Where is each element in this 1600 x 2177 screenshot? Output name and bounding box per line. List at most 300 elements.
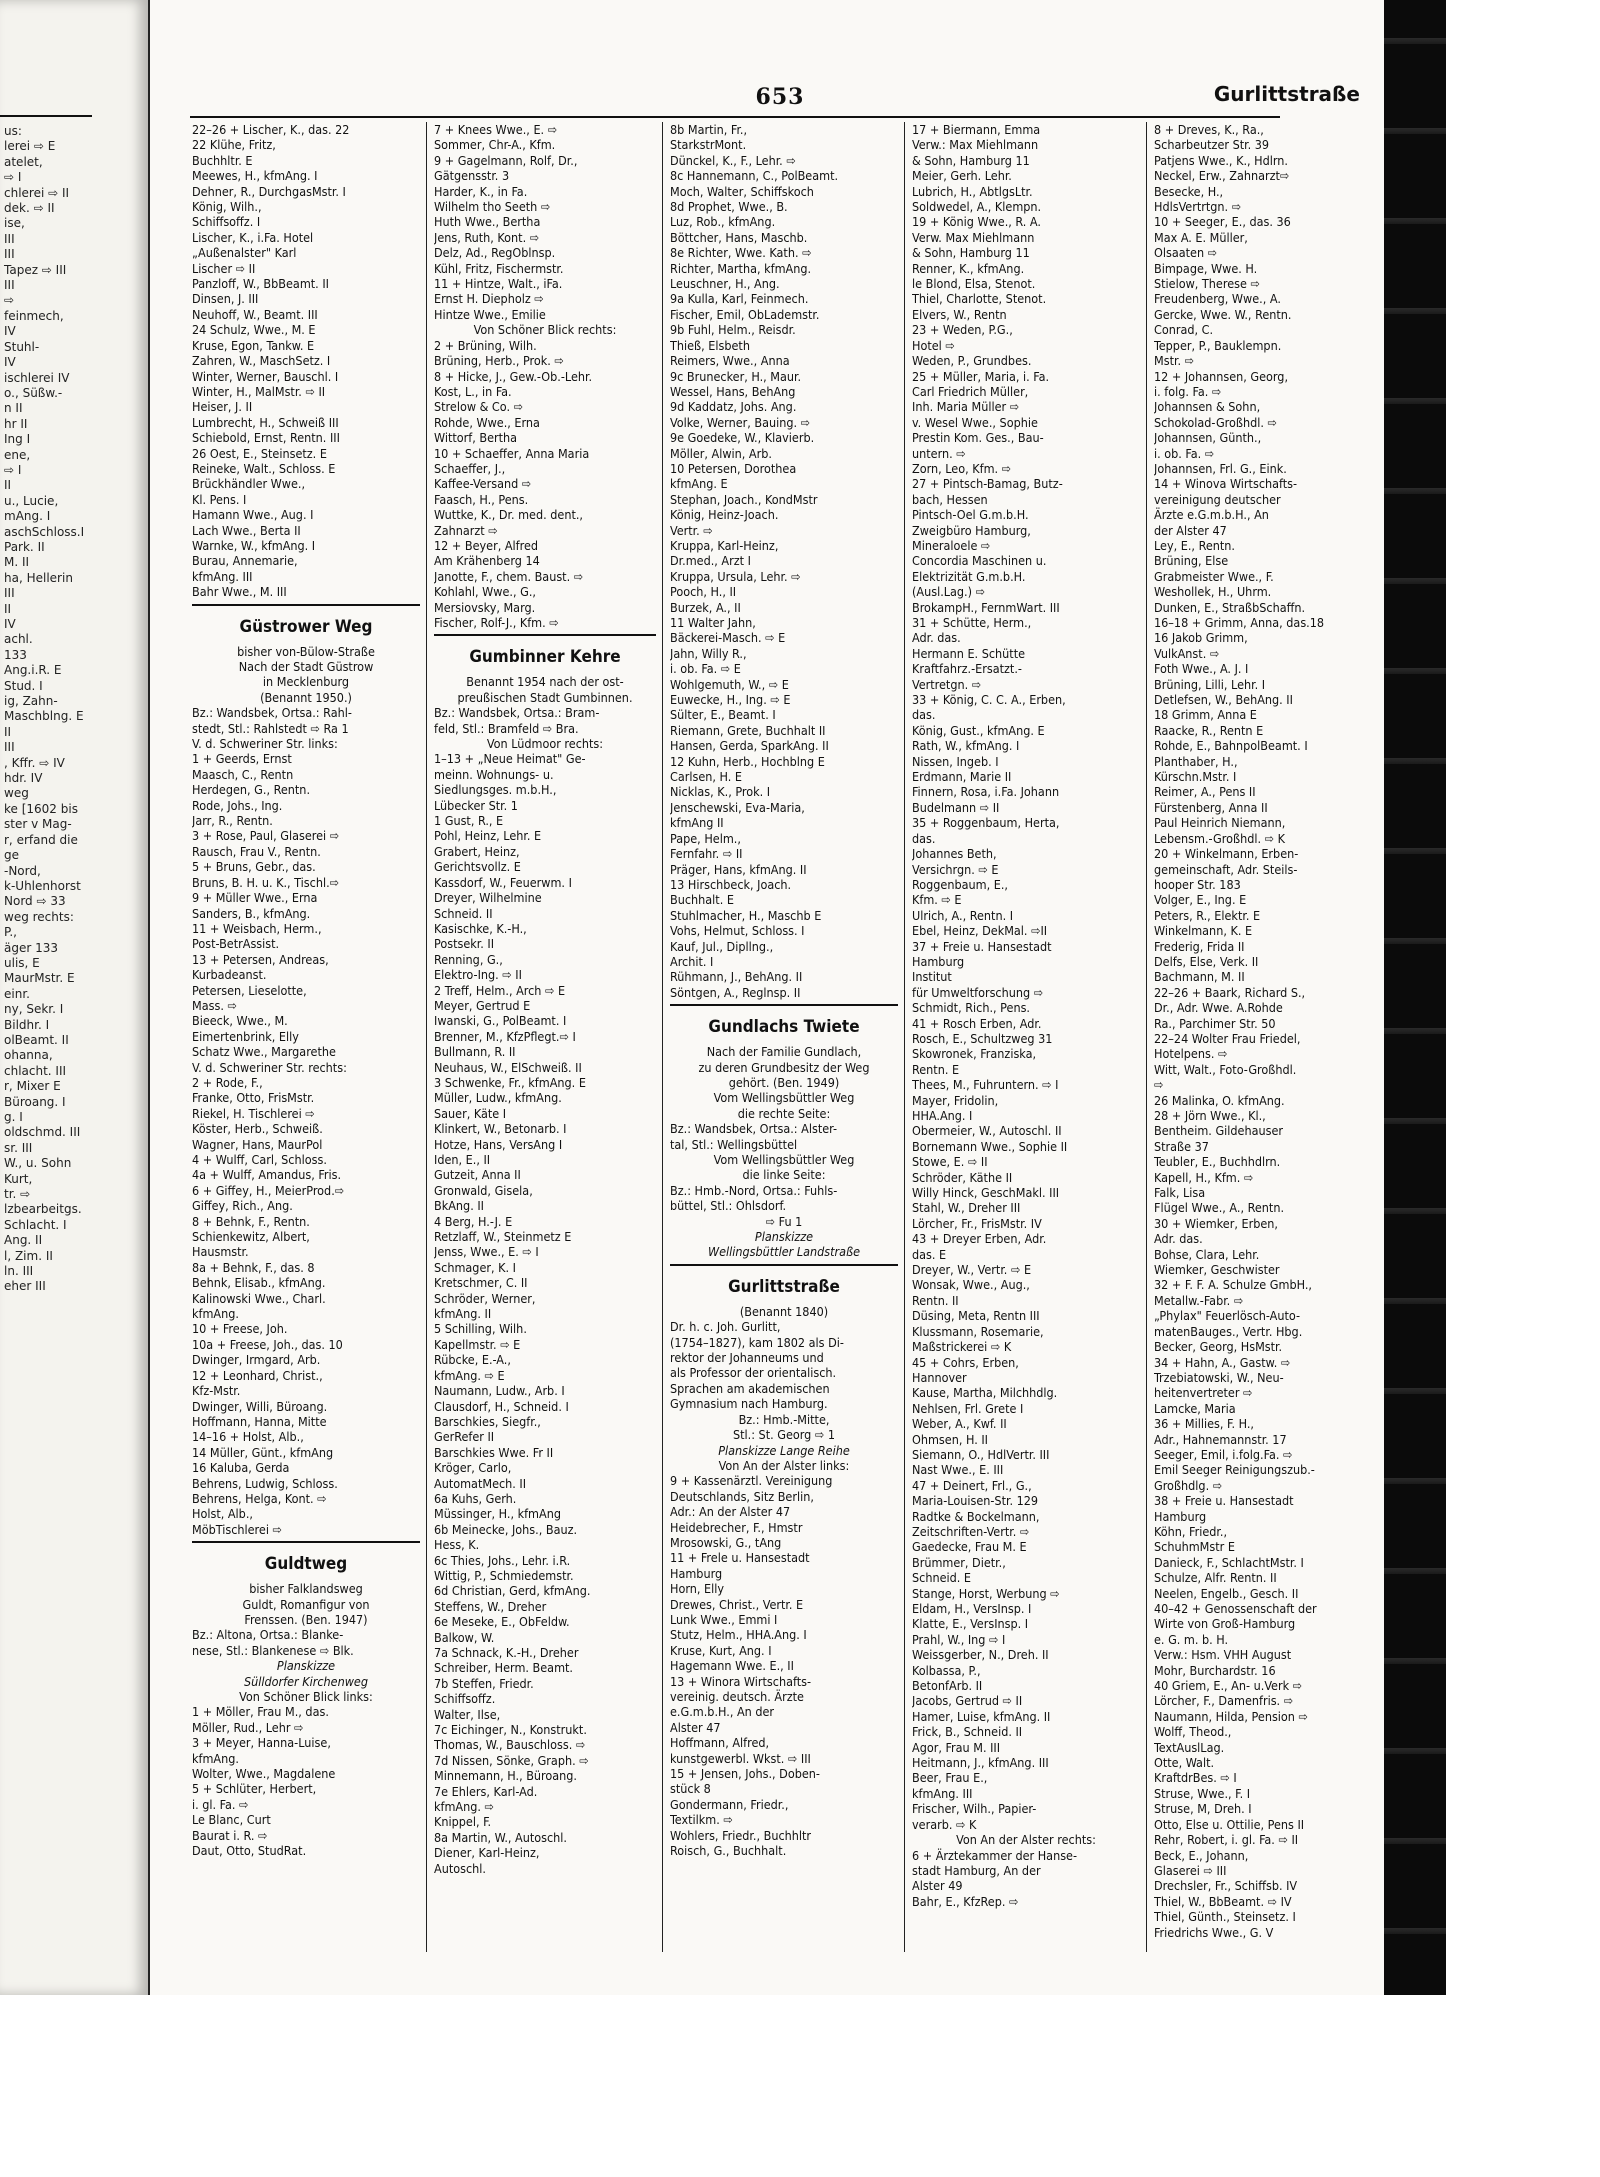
directory-entry: Alster 47 — [670, 1719, 721, 1735]
directory-entry: 8a + Behnk, F., das. 8 — [192, 1259, 315, 1275]
directory-entry: Drewes, Christ., Vertr. E — [670, 1596, 804, 1612]
directory-entry: Franke, Otto, FrisMstr. — [192, 1090, 315, 1106]
directory-entry: (Ausl.Lag.) ⇨ — [912, 584, 986, 600]
street-info-line: Guldt, Romanfigur von — [242, 1596, 370, 1612]
directory-entry: Alster 49 — [912, 1878, 963, 1894]
left-fragment-line: II — [4, 478, 12, 493]
directory-entry: Euwecke, H., Ing. ⇨ E — [670, 692, 791, 708]
directory-entry: 1 + Möller, Frau M., das. — [192, 1704, 329, 1720]
directory-entry: Metallw.-Fabr. ⇨ — [1154, 1292, 1244, 1308]
directory-entry: 14 + Winova Wirtschafts- — [1154, 476, 1298, 492]
directory-entry: Skowronek, Franziska, — [912, 1046, 1037, 1062]
directory-entry: Finnern, Rosa, i.Fa. Johann — [912, 784, 1060, 800]
left-fragment-line: ene, — [4, 447, 31, 462]
directory-entry: 6b Meinecke, Johs., Bauz. — [434, 1521, 578, 1537]
left-fragment-line: us: — [4, 124, 22, 138]
left-fragment-line: III — [4, 586, 15, 601]
directory-entry: Heidebrecher, F., Hmstr — [670, 1519, 803, 1535]
directory-entry: Foth Wwe., A. J. I — [1154, 661, 1249, 677]
street-info-line: Nach der Stadt Güstrow — [238, 659, 374, 674]
margin-background — [1446, 0, 1600, 1995]
directory-entry: Ebel, Heinz, DekMal. ⇨II — [912, 923, 1048, 939]
directory-entry: 5 + Schlüter, Herbert, — [192, 1781, 317, 1797]
directory-entry: 15 + Jensen, Johs., Doben- — [670, 1766, 820, 1782]
directory-entry: hooper Str. 183 — [1154, 876, 1241, 892]
directory-entry: Johannsen, Frl. G., Eink. — [1154, 460, 1287, 476]
directory-entry: 10 + Schaeffer, Anna Maria — [434, 445, 590, 461]
directory-entry: Roisch, G., Buchhalt. — [670, 1843, 787, 1859]
directory-entry: Luz, Rob., kfmAng. — [670, 214, 776, 230]
directory-entry: 18 Grimm, Anna E — [1154, 707, 1257, 723]
directory-entry: Tepper, P., Bauklempn. — [1154, 337, 1282, 353]
directory-entry: 8 + Hicke, J., Gew.-Ob.-Lehr. — [434, 368, 593, 384]
directory-entry: Seeger, Emil, i.folg.Fa. ⇨ — [1154, 1446, 1293, 1462]
directory-entry: 9a Kulla, Karl, Feinmech. — [670, 291, 809, 307]
directory-entry: Kapellmstr. ⇨ E — [434, 1336, 521, 1352]
directory-entry: Beer, Frau E., — [912, 1770, 988, 1786]
left-fragment-line: oldschmd. III — [4, 1125, 81, 1140]
directory-entry: Reineke, Walt., Schloss. E — [192, 460, 336, 476]
directory-entry: Retzlaff, W., Steinmetz E — [434, 1229, 572, 1245]
left-fragment-line: Nord ⇨ 33 — [4, 894, 66, 909]
directory-entry: Brüning, Herb., Prok. ⇨ — [434, 353, 564, 369]
directory-entry: Delfs, Else, Verk. II — [1154, 953, 1259, 969]
directory-entry: Nicklas, K., Prok. I — [670, 784, 771, 800]
street-info-line: in Mecklenburg — [262, 674, 350, 690]
directory-entry: Siedlungsges. m.b.H., — [434, 782, 557, 798]
directory-entry: Kruppa, Ursula, Lehr. ⇨ — [670, 568, 801, 584]
directory-entry: Gaedecke, Frau M. E — [912, 1539, 1027, 1555]
directory-entry: Bahr, E., KfzRep. ⇨ — [912, 1893, 1019, 1909]
directory-entry: Mrosowski, G., tAng — [670, 1534, 782, 1550]
directory-entry: das. E — [912, 1246, 947, 1262]
directory-entry: Kröger, Carlo, — [434, 1460, 512, 1476]
left-fragment-line: Kurt, — [4, 1171, 33, 1186]
directory-entry: Thiel, Charlotte, Stenot. — [912, 291, 1047, 307]
plan-sketch-note: Planskizze — [754, 1229, 814, 1245]
directory-entry: Wirte von Groß-Hamburg — [1154, 1616, 1296, 1632]
directory-entry: Sauer, Käte I — [434, 1105, 507, 1121]
directory-entry: Kassdorf, W., Feuerwm. I — [434, 874, 572, 890]
left-fragment-line: feinmech, — [4, 308, 64, 323]
street-info-line: Von An der Alster rechts: — [956, 1832, 1096, 1848]
directory-entry: 16–18 + Grimm, Anna, das.18 — [1154, 615, 1325, 630]
directory-entry: 47 + Deinert, Frl., G., — [912, 1477, 1032, 1493]
directory-entry: Carl Friedrich Müller, — [912, 383, 1029, 399]
directory-entry: Janotte, F., chem. Baust. ⇨ — [434, 568, 584, 584]
directory-entry: Wagner, Hans, MaurPol — [192, 1136, 323, 1152]
directory-entry: Brenner, M., KfzPflegt.⇨ I — [434, 1028, 576, 1044]
directory-entry: Strelow & Co. ⇨ — [434, 399, 524, 415]
left-fragment-line: n II — [4, 401, 23, 416]
directory-entry: i. ob. Fa. ⇨ — [1154, 445, 1215, 461]
directory-entry: 7a Schnack, K.-H., Dreher — [434, 1645, 579, 1660]
directory-entry: kfmAng. E — [670, 476, 728, 492]
left-fragment-line: ln. III — [4, 1264, 34, 1279]
directory-entry: Becker, Georg, HsMstr. — [1154, 1339, 1283, 1355]
directory-entry: Walter, Ilse, — [434, 1706, 501, 1722]
left-fragment-line: MaurMstr. E — [4, 971, 75, 986]
directory-entry: König, Gust., kfmAng. E — [912, 722, 1045, 738]
directory-entry: Bornemann Wwe., Sophie II — [912, 1138, 1068, 1154]
directory-entry: 22–26 + Baark, Richard S., — [1154, 984, 1306, 1000]
directory-entry: Sülter, E., Beamt. I — [670, 707, 776, 723]
right-page — [150, 0, 1446, 1995]
street-info-line: die linke Seite: — [742, 1167, 826, 1183]
directory-entry: 45 + Cohrs, Erben, — [912, 1354, 1019, 1370]
left-fragment-line: ny, Sekr. I — [4, 1002, 64, 1017]
directory-entry: Behrens, Helga, Kont. ⇨ — [192, 1490, 327, 1506]
directory-entry: Stielow, Therese ⇨ — [1154, 276, 1260, 292]
directory-entry: Elektro-Ing. ⇨ II — [434, 967, 522, 983]
directory-entry: Zeitschriften-Vertr. ⇨ — [912, 1523, 1030, 1539]
directory-entry: Riekel, H. Tischlerei ⇨ — [192, 1105, 315, 1121]
directory-entry: 5 Schilling, Wilh. — [434, 1321, 527, 1337]
directory-entry: feld, Stl.: Bramfeld ⇨ Bra. — [434, 720, 579, 736]
directory-entry: Falk, Lisa — [1154, 1185, 1206, 1201]
directory-entry: der Alster 47 — [1154, 522, 1227, 538]
directory-entry: 27 + Pintsch-Bamag, Butz- — [912, 476, 1063, 492]
directory-entry: Hagemann Wwe. E., II — [670, 1658, 794, 1674]
directory-entry: 6a Kuhs, Gerh. — [434, 1490, 517, 1506]
directory-entry: Mineraloele ⇨ — [912, 537, 991, 553]
directory-entry: 16 Kaluba, Gerda — [192, 1460, 290, 1476]
directory-entry: 30 + Wiemker, Erben, — [1154, 1215, 1278, 1231]
directory-entry: le Blond, Elsa, Stenot. — [912, 276, 1036, 292]
directory-entry: TextAuslLag. — [1154, 1739, 1225, 1755]
directory-entry: Burau, Annemarie, — [192, 553, 298, 569]
left-page-fragment — [0, 0, 150, 1995]
directory-entry: Klinkert, W., Betonarb. I — [434, 1121, 567, 1137]
directory-entry: Eldam, H., VersInsp. I — [912, 1601, 1032, 1616]
street-section-rule — [670, 1264, 898, 1266]
left-fragment-line: IV — [4, 617, 16, 631]
directory-entry: Schreiber, Herm. Beamt. — [434, 1660, 574, 1676]
directory-entry: BrokampH., FernmWart. III — [912, 599, 1060, 615]
directory-entry: Dreyer, W., Vertr. ⇨ E — [912, 1262, 1032, 1278]
directory-entry: Wolter, Wwe., Magdalene — [192, 1766, 336, 1782]
left-fragment-line: Stuhl- — [4, 339, 40, 354]
left-fragment-line: P., — [4, 925, 17, 940]
directory-entry: StarkstrMont. — [670, 137, 747, 153]
directory-entry: v. Wesel Wwe., Sophie — [912, 414, 1038, 430]
directory-entry: Schienkewitz, Albert, — [192, 1229, 310, 1245]
directory-entry: Dünckel, K., F., Lehr. ⇨ — [670, 152, 796, 168]
directory-entry: Richter, Martha, kfmAng. — [670, 260, 812, 276]
left-fragment-line: o., Süßw.- — [4, 385, 63, 400]
directory-entry: Pooch, H., II — [670, 584, 737, 600]
directory-entry: kfmAng. — [192, 1750, 239, 1766]
directory-entry: 31 + Schütte, Herm., — [912, 615, 1032, 630]
directory-entry: kfmAng. III — [912, 1785, 973, 1801]
street-section-rule — [192, 604, 420, 606]
directory-entry: Kause, Martha, Milchhdlg. — [912, 1385, 1058, 1401]
directory-entry: Glaserei ⇨ III — [1154, 1862, 1227, 1878]
directory-entry: Delz, Ad., RegOblnsp. — [434, 245, 556, 261]
directory-entry: 3 + Meyer, Hanna-Luise, — [192, 1735, 331, 1751]
directory-entry: Iden, E., II — [434, 1152, 491, 1167]
directory-entry: Thees, M., Fuhruntern. ⇨ I — [912, 1077, 1059, 1093]
directory-entry: Kapell, H., Kfm. ⇨ — [1154, 1169, 1254, 1185]
directory-entry: Beck, E., Johann, — [1154, 1847, 1249, 1863]
directory-entry: Ra., Parchimer Str. 50 — [1154, 1015, 1276, 1031]
street-heading: Gurlittstraße — [728, 1276, 840, 1297]
directory-entry: Am Krähenberg 14 — [434, 553, 540, 569]
directory-entry: Brüning, Else — [1154, 553, 1229, 569]
directory-entry: Verw.: Max Miehlmann — [912, 137, 1039, 153]
directory-entry: Maria-Louisen-Str. 129 — [912, 1493, 1039, 1509]
street-info-line: Von Schöner Blick links: — [239, 1689, 373, 1704]
directory-entry: Gercke, Wwe. W., Rentn. — [1154, 306, 1292, 322]
directory-entry: Zorn, Leo, Kfm. ⇨ — [912, 460, 1012, 476]
directory-entry: 1 + Geerds, Ernst — [192, 751, 292, 767]
directory-entry: Schmidt, Rich., Pens. — [912, 1000, 1030, 1016]
directory-entry: Kurbadeanst. — [192, 967, 267, 983]
directory-entry: Ernst H. Diepholz ⇨ — [434, 291, 544, 307]
directory-entry: Bachmann, M. II — [1154, 969, 1245, 985]
directory-entry: Kruppa, Karl-Heinz, — [670, 537, 779, 553]
left-fragment-line: g. I — [4, 1110, 23, 1124]
directory-entry: Rohde, E., BahnpolBeamt. I — [1154, 738, 1308, 754]
directory-entry: Jarr, R., Rentn. — [192, 813, 273, 829]
directory-entry: Petersen, Lieselotte, — [192, 982, 307, 998]
directory-entry: 38 + Freie u. Hansestadt — [1154, 1493, 1294, 1509]
directory-entry: 3 Schwenke, Fr., kfmAng. E — [434, 1074, 586, 1090]
directory-entry: 28 + Jörn Wwe., Kl., — [1154, 1108, 1266, 1123]
directory-entry: Meyer, Gertrud E — [434, 997, 531, 1013]
directory-entry: Weden, P., Grundbes. — [912, 353, 1032, 369]
directory-entry: Lörcher, F., Damenfris. ⇨ — [1154, 1693, 1294, 1709]
left-fragment-line: aschSchloss.I — [4, 524, 85, 539]
directory-entry: Obermeier, W., Autoschl. II — [912, 1123, 1062, 1139]
directory-entry: Rath, W., kfmAng. I — [912, 738, 1020, 754]
directory-entry: Knippel, F. — [434, 1814, 492, 1830]
directory-entry: 4a + Wulff, Amandus, Fris. — [192, 1167, 342, 1183]
directory-entry: V. d. Schweriner Str. links: — [192, 736, 338, 752]
column-divider — [904, 122, 905, 1952]
directory-entry: Diener, Karl-Heinz, — [434, 1845, 540, 1861]
directory-entry: Riemann, Grete, Buchhalt II — [670, 722, 826, 738]
directory-entry: 35 + Roggenbaum, Herta, — [912, 815, 1060, 831]
street-heading: Guldtweg — [264, 1554, 348, 1575]
plan-sketch-note: Planskizze — [276, 1658, 336, 1674]
directory-entry: Warnke, W., kfmAng. I — [192, 537, 316, 553]
directory-entry: Patjens Wwe., K., Hdlrn. — [1154, 152, 1288, 168]
directory-entry: 12 Kuhn, Herb., Hochblng E — [670, 753, 825, 769]
left-fragment-line: achl. — [4, 632, 33, 647]
directory-entry: Straße 37 — [1154, 1138, 1209, 1154]
directory-entry: Heiser, J. II — [192, 399, 253, 415]
directory-entry: Versichrgn. ⇨ E — [912, 861, 999, 877]
directory-entry: stedt, Stl.: Rahlstedt ⇨ Ra 1 — [192, 720, 349, 736]
street-info-line: gehört. (Ben. 1949) — [728, 1074, 840, 1090]
directory-entry: HdlsVertrtgn. ⇨ — [1154, 199, 1242, 215]
left-fragment-line: III — [4, 278, 15, 293]
street-info-line: bisher von-Bülow-Straße — [237, 643, 375, 659]
directory-entry: Stutz, Helm., HHA.Ang. I — [670, 1627, 807, 1643]
directory-entry: König, Heinz-Joach. — [670, 507, 779, 523]
left-fragment-line: ster v Mag- — [4, 817, 72, 832]
directory-entry: Schiebold, Ernst, Rentn. III — [192, 430, 340, 446]
page-edge-shadow — [1384, 0, 1446, 1995]
directory-entry: Hotelpens. ⇨ — [1154, 1046, 1228, 1062]
directory-entry: Dehner, R., DurchgasMstr. I — [192, 183, 346, 199]
directory-entry: Bz.: Hmb.-Nord, Ortsa.: Fuhls- — [670, 1182, 838, 1198]
street-info-line: bisher Falklandsweg — [249, 1581, 363, 1597]
directory-entry: Flügel Wwe., A., Rentn. — [1154, 1200, 1285, 1216]
directory-entry: Rehr, Robert, i. gl. Fa. ⇨ II — [1154, 1832, 1299, 1848]
directory-entry: & Sohn, Hamburg 11 — [912, 152, 1030, 168]
directory-entry: 11 + Hintze, Walt., iFa. — [434, 276, 563, 292]
directory-entry: i. ob. Fa. ⇨ E — [670, 661, 741, 677]
directory-entry: Köster, Herb., Schweiß. — [192, 1121, 323, 1137]
left-fragment-line: r, Mixer E — [4, 1079, 61, 1094]
left-fragment-line: eher III — [4, 1279, 46, 1294]
directory-entry: 12 + Johannsen, Georg, — [1154, 368, 1289, 384]
directory-entry: Archit. I — [670, 953, 714, 969]
directory-entry: Vohs, Helmut, Schloss. I — [670, 923, 805, 939]
directory-entry: Agor, Frau M. III — [912, 1739, 1001, 1755]
directory-entry: tal, Stl.: Wellingsbüttel — [670, 1136, 798, 1152]
left-fragment-line: ha, Hellerin — [4, 570, 73, 585]
directory-entry: Rübcke, E.-A., — [434, 1352, 511, 1368]
directory-entry: Buchhltr. E — [192, 152, 253, 168]
street-info-line: (Benannt 1840) — [739, 1303, 829, 1319]
left-page-text — [4, 124, 144, 1295]
directory-entry: Adr. das. — [912, 630, 961, 646]
directory-entry: Otto, Else u. Ottilie, Pens II — [1154, 1816, 1305, 1832]
directory-entry: i. gl. Fa. ⇨ — [192, 1796, 249, 1812]
left-fragment-line: Ing I — [4, 432, 31, 447]
directory-entry: Präger, Hans, kfmAng. II — [670, 861, 807, 877]
directory-entry: Rentn. II — [912, 1292, 959, 1308]
column-3 — [670, 122, 898, 1952]
left-fragment-line: k-Uhlenhorst — [4, 878, 81, 893]
left-fragment-line: ulis, E — [4, 955, 40, 970]
directory-entry: 6 + Giffey, H., MeierProd.⇨ — [192, 1182, 345, 1198]
directory-entry: Elektrizität G.m.b.H. — [912, 568, 1026, 584]
directory-entry: Schaeffer, J., — [434, 460, 506, 476]
directory-entry: 14 Müller, Günt., kfmAng — [192, 1444, 334, 1460]
directory-entry: Peters, R., Elektr. E — [1154, 907, 1261, 923]
directory-entry: Gronwald, Gisela, — [434, 1182, 533, 1198]
directory-entry: Minnemann, H., Büroang. — [434, 1768, 578, 1784]
directory-entry: 40–42 + Genossenschaft der — [1154, 1601, 1317, 1616]
plan-sketch-note: Sülldorfer Kirchenweg — [244, 1673, 368, 1689]
directory-entry: Brümmer, Dietr., — [912, 1554, 1006, 1570]
left-fragment-line: II — [4, 724, 12, 739]
directory-entry: 13 + Winora Wirtschafts- — [670, 1673, 812, 1689]
directory-entry: kfmAng. II — [434, 1306, 492, 1322]
left-fragment-line: hdr. IV — [4, 771, 43, 786]
left-fragment-line: dek. ⇨ II — [4, 201, 55, 216]
directory-entry: Kfz-Mstr. — [192, 1383, 241, 1399]
left-fragment-line: ohanna, — [4, 1048, 53, 1063]
directory-entry: Lischer ⇨ II — [192, 260, 256, 276]
column-1 — [192, 122, 420, 1952]
left-fragment-line: III — [4, 231, 15, 246]
directory-entry: Baurat i. R. ⇨ — [192, 1827, 268, 1843]
directory-entry: Kühl, Fritz, Fischermstr. — [434, 260, 564, 276]
directory-entry: Mayer, Fridolin, — [912, 1092, 999, 1108]
directory-entry: Roggenbaum, E., — [912, 876, 1008, 892]
directory-entry: Schulze, Alfr. Rentn. II — [1154, 1570, 1277, 1586]
left-fragment-line: tr. ⇨ — [4, 1187, 31, 1202]
directory-entry: 8c Hannemann, C., PolBeamt. — [670, 168, 839, 184]
directory-entry: 8 + Behnk, F., Rentn. — [192, 1213, 310, 1229]
directory-entry: Conrad, C. — [1154, 322, 1214, 338]
directory-entry: Sanders, B., kfmAng. — [192, 905, 311, 921]
directory-entry: Hamer, Luise, kfmAng. II — [912, 1708, 1051, 1724]
directory-entry: 32 + F. F. A. Schulze GmbH., — [1154, 1277, 1312, 1293]
directory-entry: (1754–1827), kam 1802 als Di- — [670, 1334, 844, 1350]
directory-entry: Volger, E., Ing. E — [1154, 892, 1247, 908]
directory-entry: Lischer, K., i.Fa. Hotel — [192, 229, 314, 245]
directory-entry: 13 + Petersen, Andreas, — [192, 951, 329, 967]
directory-entry: Sprachen am akademischen — [670, 1380, 830, 1396]
directory-entry: 3 + Rose, Paul, Glaserei ⇨ — [192, 828, 340, 844]
directory-entry: Böttcher, Hans, Maschb. — [670, 229, 808, 245]
left-fragment-line: IV — [4, 324, 16, 339]
directory-entry: Detlefsen, W., BehAng. II — [1154, 692, 1293, 708]
directory-entry: Hoffmann, Alfred, — [670, 1735, 770, 1751]
directory-entry: gemeinschaft, Adr. Steils- — [1154, 861, 1298, 877]
directory-entry: Stowe, E. ⇨ II — [912, 1154, 988, 1170]
directory-entry: Schiffsoffz. I — [192, 214, 261, 230]
directory-entry: Johannes Beth, — [912, 846, 997, 862]
directory-entry: Hamburg — [670, 1565, 723, 1581]
left-fragment-line: Stud. I — [4, 678, 43, 693]
directory-entry: Kost, L., in Fa. — [434, 383, 512, 399]
directory-entry: BkAng. II — [434, 1198, 484, 1214]
directory-entry: Dr. h. c. Joh. Gurlitt, — [670, 1319, 781, 1335]
directory-entry: das. — [912, 707, 936, 723]
directory-entry: Bahr Wwe., M. III — [192, 584, 287, 600]
directory-entry: Kraftfahrz.-Ersatzt.- — [912, 661, 1022, 677]
directory-entry: 26 Malinka, O. kfmAng. — [1154, 1092, 1285, 1108]
directory-entry: KraftdrBes. ⇨ I — [1154, 1770, 1237, 1786]
directory-entry: Lamcke, Maria — [1154, 1400, 1236, 1416]
directory-entry: Winkelmann, K. E — [1154, 923, 1253, 939]
left-fragment-line: M. II — [4, 555, 30, 570]
directory-entry: Friedrichs Wwe., G. V — [1154, 1924, 1274, 1940]
directory-entry: 7 + Knees Wwe., E. ⇨ — [434, 122, 558, 137]
directory-entry: Elvers, W., Rentn — [912, 306, 1007, 322]
directory-entry: Bz.: Wandsbek, Ortsa.: Bram- — [434, 705, 600, 721]
directory-entry: Iwanski, G., PolBeamt. I — [434, 1013, 567, 1029]
directory-entry: Hermann E. Schütte — [912, 645, 1026, 661]
directory-entry: MöbTischlerei ⇨ — [192, 1521, 282, 1537]
column-4 — [912, 122, 1140, 1952]
directory-entry: Zahren, W., MaschSetz. I — [192, 353, 331, 369]
directory-entry: Moch, Walter, Schiffskoch — [670, 183, 814, 199]
directory-entry: Söntgen, A., Reglnsp. II — [670, 984, 801, 1000]
directory-entry: 24 Schulz, Wwe., M. E — [192, 322, 316, 338]
directory-entry: Carlsen, H. E — [670, 769, 743, 785]
directory-entry: Bz.: Wandsbek, Ortsa.: Rahl- — [192, 705, 352, 721]
directory-entry: Wittig, P., Schmiedemstr. — [434, 1567, 574, 1583]
directory-entry: 20 + Winkelmann, Erben- — [1154, 846, 1299, 862]
directory-entry: Grabert, Heinz, — [434, 843, 520, 859]
directory-entry: Raacke, R., Rentn E — [1154, 722, 1264, 738]
directory-entry: Dr., Adr. Wwe. A.Rohde — [1154, 1000, 1283, 1016]
directory-entry: Schiffsoffz. — [434, 1691, 496, 1707]
directory-entry: Post-BetrAssist. — [192, 936, 280, 952]
directory-entry: Großhdlg. ⇨ — [1154, 1477, 1223, 1493]
directory-entry: ⇨ — [1154, 1077, 1164, 1093]
directory-entry: stück 8 — [670, 1781, 711, 1797]
directory-entry: Struse, Wwe., F. I — [1154, 1785, 1251, 1801]
